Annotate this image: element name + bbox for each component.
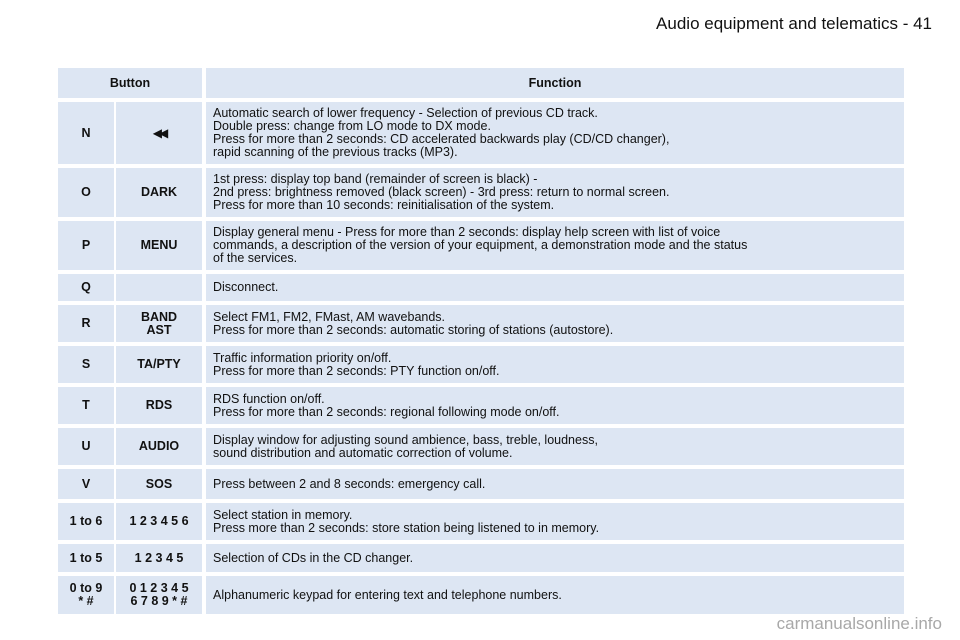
button-key: S [58, 346, 114, 383]
button-name: BAND AST [116, 305, 202, 342]
button-name: TA/PTY [116, 346, 202, 383]
table-row [58, 274, 904, 301]
table-row [58, 428, 904, 465]
function-description: Selection of CDs in the CD changer. [206, 544, 904, 572]
button-key: R [58, 305, 114, 342]
table-row [58, 168, 904, 217]
button-key: N [58, 102, 114, 164]
table-row [58, 503, 904, 540]
function-description: Select FM1, FM2, FMast, AM wavebands. Press for more than 2 seconds: automatic storing of stations (autostore). [206, 305, 904, 342]
button-key: 0 to 9 * # [58, 576, 114, 614]
button-name: AUDIO [116, 428, 202, 465]
table-row [58, 544, 904, 572]
function-description: RDS function on/off. Press for more than 2 seconds: regional following mode on/off. [206, 387, 904, 424]
button-key: P [58, 221, 114, 270]
table-row [58, 346, 904, 383]
column-header-function: Function [206, 68, 904, 98]
button-name: RDS [116, 387, 202, 424]
function-description: Select station in memory. Press more than 2 seconds: store station being listened to in memory. [206, 503, 904, 540]
button-name: 0 1 2 3 4 5 6 7 8 9 * # [116, 576, 202, 614]
function-description: Display general menu - Press for more than 2 seconds: display help screen with list of voice commands, a description of the version of your equipment, a demonstration mode and the status of the services. [206, 221, 904, 270]
button-key: U [58, 428, 114, 465]
function-description: Automatic search of lower frequency - Selection of previous CD track. Double press: change from LO mode to DX mode. Press for more than 2 seconds: CD accelerated backwards play (CD/CD changer), rapid scanning of the previous tracks (MP3). [206, 102, 904, 164]
button-name [116, 274, 202, 301]
button-name: 1 2 3 4 5 [116, 544, 202, 572]
table-row [58, 102, 904, 164]
button-name: 1 2 3 4 5 6 [116, 503, 202, 540]
button-name: SOS [116, 469, 202, 499]
table-row [58, 387, 904, 424]
button-key: V [58, 469, 114, 499]
page-title: Audio equipment and telematics - 41 [656, 14, 932, 33]
function-description: Press between 2 and 8 seconds: emergency call. [206, 469, 904, 499]
button-key: 1 to 5 [58, 544, 114, 572]
button-name [116, 102, 202, 164]
function-description: Disconnect. [206, 274, 904, 301]
button-key: Q [58, 274, 114, 301]
button-name: DARK [116, 168, 202, 217]
button-function-table [58, 68, 904, 618]
button-key: T [58, 387, 114, 424]
button-key: 1 to 6 [58, 503, 114, 540]
function-description: Display window for adjusting sound ambience, bass, treble, loudness, sound distribution and automatic correction of volume. [206, 428, 904, 465]
function-description: Alphanumeric keypad for entering text and telephone numbers. [206, 576, 904, 614]
table-row [58, 221, 904, 270]
button-key: O [58, 168, 114, 217]
function-description: Traffic information priority on/off. Press for more than 2 seconds: PTY function on/off. [206, 346, 904, 383]
table-row [58, 469, 904, 499]
table-row [58, 305, 904, 342]
rewind-icon: ◀◀ [152, 125, 166, 140]
table-header-row [58, 68, 904, 98]
watermark: carmanualsonline.info [776, 614, 942, 633]
button-name: MENU [116, 221, 202, 270]
column-header-button: Button [58, 68, 202, 98]
function-description: 1st press: display top band (remainder of screen is black) - 2nd press: brightness removed (black screen) - 3rd press: return to normal screen. Press for more than 10 seconds: reinitialisation of the system. [206, 168, 904, 217]
table-row [58, 576, 904, 614]
